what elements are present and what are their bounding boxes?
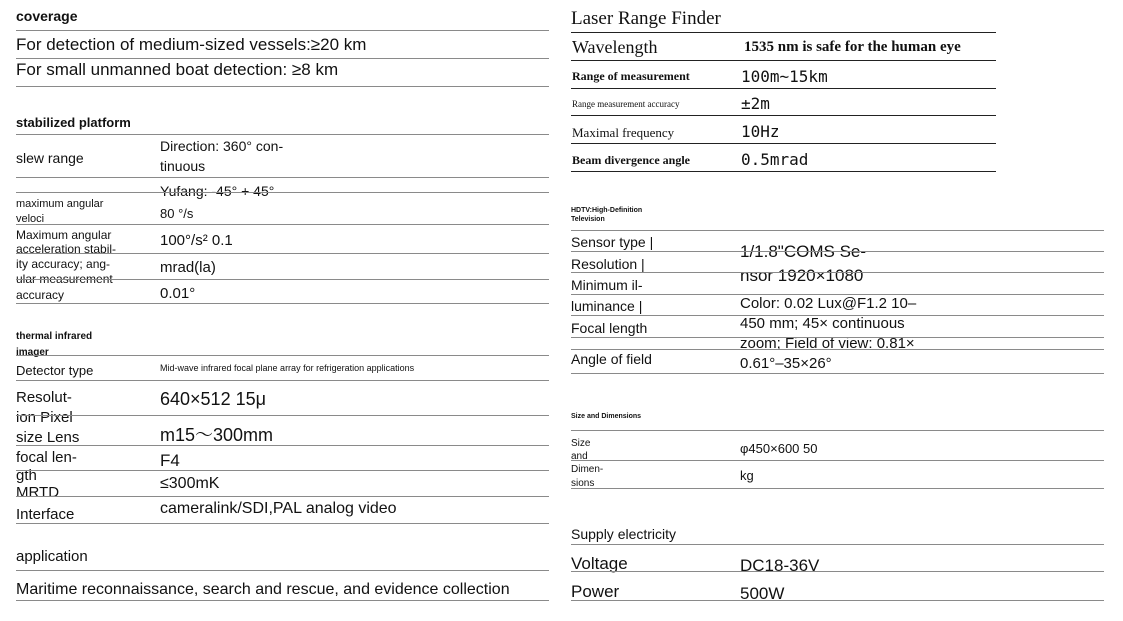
size-label-line3: Dimen- <box>571 464 604 475</box>
accel-label-line4: ular measurement <box>16 272 113 286</box>
resolution-label-line5: gth <box>16 467 37 484</box>
divergence-value: 0.5mrad <box>741 150 809 169</box>
hdtv-heading-line2: Television <box>571 216 605 223</box>
hdtv-value-line3: Color: 0.02 Lux@F1.2 10– <box>740 295 917 312</box>
coverage-small-boat: For small unmanned boat detection: ≥8 km <box>16 60 339 79</box>
size-heading: Size and Dimensions <box>571 413 642 420</box>
hdtv-label-focal: Focal length <box>571 320 648 336</box>
voltage-label: Voltage <box>571 554 628 573</box>
range-label: Range of measurement <box>572 69 690 83</box>
accel-label-line1: Maximum angular <box>16 228 112 242</box>
thermal-heading-line2: imager <box>16 347 49 358</box>
detector-type-label: Detector type <box>16 363 94 378</box>
hdtv-label-minimum: Minimum il- <box>571 277 643 293</box>
size-value-line1: φ450×600 50 <box>740 441 818 456</box>
power-label: Power <box>571 582 620 601</box>
accel-label-line3: ity accuracy; ang- <box>16 257 111 271</box>
power-heading: Supply electricity <box>571 526 677 542</box>
resolution-value: 640×512 15μ <box>160 389 266 409</box>
wavelength-label: Wavelength <box>572 37 658 57</box>
hdtv-value-line1: 1/1.8"COMS Se- <box>740 242 867 261</box>
slew-range-label: slew range <box>16 150 84 166</box>
max-velocity-label-line2: veloci <box>16 213 45 225</box>
mrtd-label: MRTD <box>16 484 60 501</box>
size-label-line4: sions <box>571 478 595 489</box>
range-value: 100m~15km <box>741 67 828 86</box>
hdtv-value-line2: nsor 1920×1080 <box>740 266 864 285</box>
accel-value-line2: mrad(la) <box>160 259 216 276</box>
application-heading: application <box>16 548 88 565</box>
resolution-label-line2: ion Pixel <box>16 409 73 426</box>
laser-title: Laser Range Finder <box>571 8 721 29</box>
accel-value-line3: 0.01° <box>160 285 196 302</box>
hdtv-value-line6: 0.61°–35×26° <box>740 355 832 372</box>
hdtv-heading-line1: HDTV:High-Definition <box>571 207 643 214</box>
max-velocity-value: 80 °/s <box>160 206 194 221</box>
power-value: 500W <box>740 584 785 603</box>
hdtv-label-luminance: luminance | <box>571 298 643 314</box>
direction-value-line2: tinuous <box>160 158 206 174</box>
size-label-line2: and <box>571 451 588 462</box>
wavelength-value: 1535 nm is safe for the human eye <box>744 39 961 55</box>
hdtv-value-line4: 450 mm; 45× continuous <box>740 315 905 332</box>
stabilized-heading: stabilized platform <box>16 115 131 130</box>
thermal-heading-line1: thermal infrared <box>16 331 93 342</box>
hdtv-value-line5: zoom; Field of view: 0.81× <box>740 335 915 352</box>
hdtv-label-resolution: Resolution | <box>571 256 645 272</box>
f-number-value: F4 <box>160 451 180 470</box>
coverage-heading: coverage <box>16 8 78 24</box>
divergence-label: Beam divergence angle <box>572 153 690 167</box>
accuracy-label: Range measurement accuracy <box>572 99 680 109</box>
frequency-value: 10Hz <box>741 122 780 141</box>
accel-label-line2: acceleration stabil- <box>16 242 117 256</box>
resolution-label-line1: Resolut- <box>16 389 72 406</box>
voltage-value: DC18-36V <box>740 556 820 575</box>
detector-type-value: Mid-wave infrared focal plane array for refrigeration applications <box>160 363 415 373</box>
yufang-value: Yufang: -45° + 45° <box>160 183 275 199</box>
interface-label: Interface <box>16 506 75 523</box>
hdtv-label-angle: Angle of field <box>571 351 652 367</box>
hdtv-label-sensor: Sensor type | <box>571 234 654 250</box>
mrtd-value: ≤300mK <box>160 475 220 492</box>
size-label-line1: Size <box>571 438 591 449</box>
size-value-line2: kg <box>740 468 754 483</box>
coverage-medium-vessels: For detection of medium-sized vessels:≥20 km <box>16 35 367 54</box>
lens-value: m15～300mm <box>160 425 274 445</box>
max-velocity-label-line1: maximum angular <box>16 198 104 210</box>
direction-value-line1: Direction: 360° con- <box>160 138 284 154</box>
frequency-label: Maximal frequency <box>572 125 675 140</box>
accuracy-value: ±2m <box>741 94 770 113</box>
accel-value-line1: 100°/s² 0.1 <box>160 232 233 249</box>
resolution-label-line3: size Lens <box>16 429 80 446</box>
accel-label-line5: accuracy <box>16 288 65 302</box>
application-text: Maritime reconnaissance, search and rescue, and evidence collection <box>16 581 510 598</box>
resolution-label-line4: focal len- <box>16 449 77 466</box>
interface-value: cameralink/SDI,PAL analog video <box>160 500 397 517</box>
